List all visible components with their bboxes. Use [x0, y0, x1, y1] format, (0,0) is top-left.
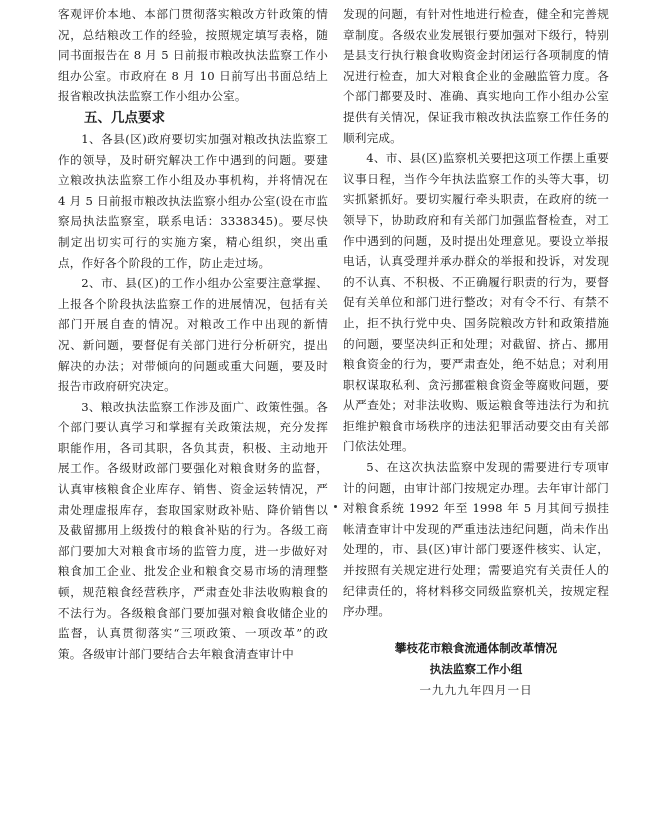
signature-org-line-2: 执法监察工作小组 — [429, 661, 523, 676]
requirement-item-1: 1、各县(区)政府要切实加强对粮改执法监察工作的领导，及时研究解决工作中遇到的问题。要建立粮改执法监察工作小组及办事机构，并将情况在 4 月 5 日前报市粮改执法监察小组办公室(设在市监察局执法监察室，联系电话：3338345)。要尽快制定出切实可行的实施方案，精心组织，突出重点，作好各个阶段的工作，防止走过场。 — [58, 131, 328, 270]
requirement-item-3: 3、粮改执法监察工作涉及面广、政策性强。各个部门要认真学习和掌握有关政策法规，充分发挥职能作用，各司其职，各负其责，积极、主动地开展工作。各级财政部门要强化对粮食财务的监督，认真审核粮食企业库存、销售、资金运转情况，严肃处理虚报库存，套取国家财政补贴、降价销售以及截留挪用上级拨付的粮食补贴的行为。各级工商部门要加大对粮食市场的监管力度，进一步做好对粮食加工企业、批发企业和粮食交易市场的清理整顿，规范粮食经营秩序，严肃查处非法收购粮食的不法行为。各级粮食部门要加强对粮食收储企业的监督，认真贯彻落实“三项政策、一项改革”的政策。各级审计部门要结合去年粮食清查审计中 — [58, 399, 328, 661]
left-column — [58, 4, 328, 664]
requirement-item-2: 2、市、县(区)的工作小组办公室要注意掌握、上报各个阶段执法监察工作的进展情况，包括有关部门开展自查的情况。对粮改工作中出现的新情况、新问题，要督促有关部门进行分析研究，提出解决的办法；对带倾向的问题或重大问题，要及时报告市政府研究决定。 — [58, 276, 328, 394]
scan-dot-mark — [334, 505, 337, 508]
signature-block — [343, 638, 609, 701]
requirement-item-3-continued: 发现的问题，有针对性地进行检查，健全和完善规章制度。各级农业发展银行要加强对下级行，特别是县支行执行粮食收购资金封闭运行各项制度的情况进行检查，加大对粮食企业的金融监管力度。各个部门都要及时、准确、真实地向工作小组办公室提供有关情况，保证我市粮改执法监察工作任务的顺利完成。 — [343, 7, 609, 145]
requirement-item-5: 5、在这次执法监察中发现的需要进行专项审计的问题，由审计部门按规定办理。去年审计部门对粮食系统 1992 年至 1998 年 5 月其间亏损挂帐清查审计中发现的严重违法违纪问题，尚未作出处理的，市、县(区)审计部门要逐件核实、认定，并按照有关规定进行处理；需要追究有关责任人的纪律责任的，将材料移交同级监察机关，按规定程序办理。 — [343, 460, 609, 619]
intro-paragraph: 客观评价本地、本部门贯彻落实粮改方针政策的情况，总结粮改工作的经验，按照规定填写表格，随同书面报告在 8 月 5 日前报市粮改执法监察工作小组办公室。市政府在 8 月 10 日前写出书面总结上报省粮改执法监察工作小组办公室。 — [58, 7, 328, 104]
signature-date: 一九九九年四月一日 — [419, 682, 533, 697]
right-column — [343, 4, 609, 701]
requirement-item-4: 4、市、县(区)监察机关要把这项工作摆上重要议事日程，当作今年执法监察工作的头等大事，切实抓紧抓好。要切实履行牵头职责，在政府的统一领导下，协助政府和有关部门加强监督检查，对工作中遇到的问题，及时提出处理意见。要设立举报电话，认真受理并承办群众的举报和投诉，对发现的不认真、不积极、不正确履行职责的行为，要督促有关单位和部门进行整改；对有令不行、有禁不止，拒不执行党中央、国务院粮改方针和政策措施的问题，要坚决纠正和处理；对截留、挤占、挪用粮食资金的行为，要严肃查处，绝不姑息；对利用职权谋取私利、贪污挪霍粮食资金等腐败问题，要从严查处；对非法收购、贩运粮食等违法行为和抗拒维护粮食市场秩序的违法犯罪活动要交由有关部门依法处理。 — [343, 151, 609, 454]
signature-org-line-1: 攀枝花市粮食流通体制改革情况 — [394, 640, 558, 655]
section-heading: 五、几点要求 — [84, 109, 165, 126]
